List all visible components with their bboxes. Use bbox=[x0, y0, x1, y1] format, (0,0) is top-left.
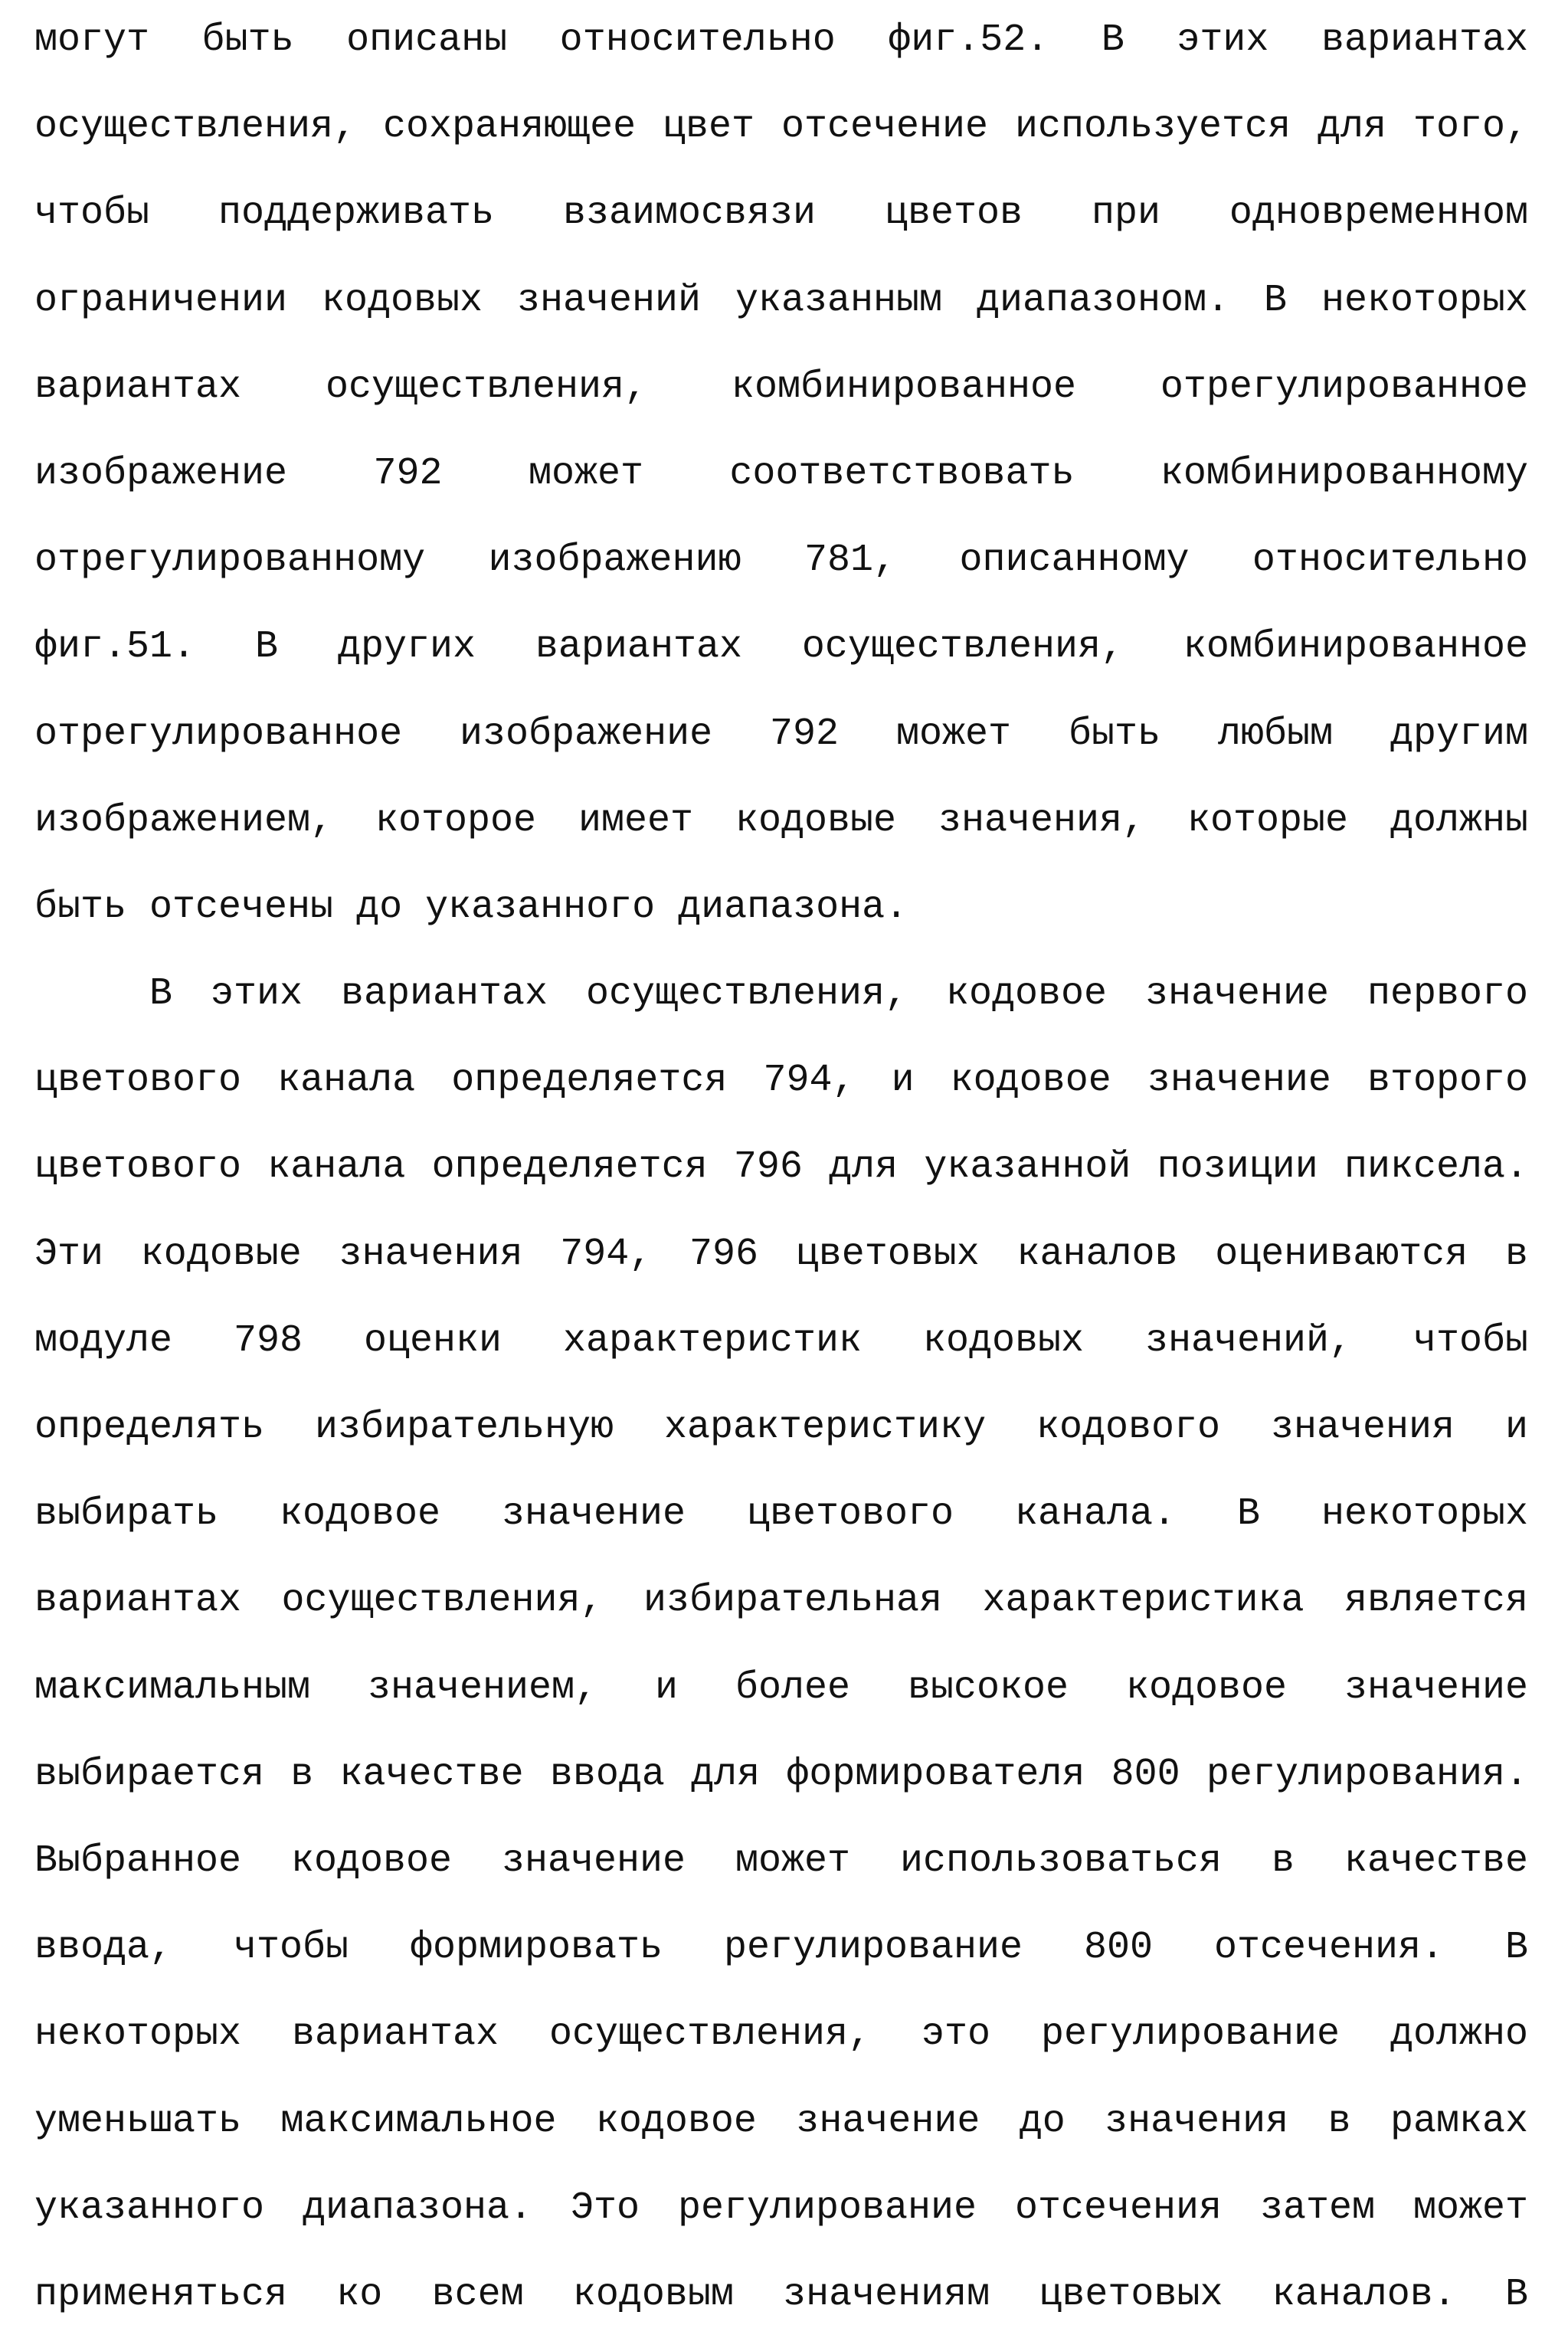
text-line: изображением, которое имеет кодовые значения, которые должны bbox=[34, 798, 1528, 843]
text-line: указанного диапазона. Это регулирование отсечения затем может bbox=[34, 2186, 1528, 2230]
text-line: изображение 792 может соответствовать комбинированному bbox=[34, 451, 1528, 496]
paragraph-2 bbox=[34, 951, 1528, 2338]
text-line: уменьшать максимальное кодовое значение до значения в рамках bbox=[34, 2099, 1528, 2143]
text-line: вариантах осуществления, избирательная характеристика является bbox=[34, 1579, 1528, 1623]
text-line: некоторых вариантах осуществления, это регулирование должно bbox=[34, 2012, 1528, 2057]
text-line-paragraph-end: быть отсечены до указанного диапазона. bbox=[34, 885, 908, 929]
text-line: определять избирательную характеристику кодового значения и bbox=[34, 1406, 1528, 1449]
text-line: применяться ко всем кодовым значениям цветовых каналов. В bbox=[34, 2272, 1528, 2317]
text-line: ограничении кодовых значений указанным диапазоном. В некоторых bbox=[34, 278, 1528, 323]
paragraph-1 bbox=[34, 0, 1528, 951]
text-line: выбирается в качестве ввода для формирователя 800 регулирования. bbox=[34, 1752, 1528, 1796]
text-line: Эти кодовые значения 794, 796 цветовых каналов оцениваются в bbox=[34, 1232, 1528, 1276]
text-line: цветового канала определяется 796 для указанной позиции пиксела. bbox=[34, 1145, 1528, 1190]
text-line: модуле 798 оценки характеристик кодовых значений, чтобы bbox=[34, 1318, 1528, 1363]
text-line: Выбранное кодовое значение может использоваться в качестве bbox=[34, 1839, 1528, 1883]
document-page bbox=[34, 0, 1528, 2338]
text-line: осуществления, сохраняющее цвет отсечение используется для того, bbox=[34, 105, 1528, 149]
text-line: цветового канала определяется 794, и кодовое значение второго bbox=[34, 1059, 1528, 1103]
text-line: ввода, чтобы формировать регулирование 800 отсечения. В bbox=[34, 1926, 1528, 1970]
text-line: чтобы поддерживать взаимосвязи цветов при одновременном bbox=[34, 192, 1528, 236]
text-line-indented: В этих вариантах осуществления, кодовое значение первого bbox=[149, 972, 1528, 1017]
text-line: фиг.51. В других вариантах осуществления, комбинированное bbox=[34, 625, 1528, 670]
text-line: вариантах осуществления, комбинированное отрегулированное bbox=[34, 365, 1528, 409]
text-line: выбирать кодовое значение цветового канала. В некоторых bbox=[34, 1492, 1528, 1537]
text-line: максимальным значением, и более высокое кодовое значение bbox=[34, 1665, 1528, 1710]
text-line: отрегулированному изображению 781, описанному относительно bbox=[34, 539, 1528, 583]
text-line: могут быть описаны относительно фиг.52. В этих вариантах bbox=[34, 18, 1528, 62]
text-line: отрегулированное изображение 792 может быть любым другим bbox=[34, 712, 1528, 756]
